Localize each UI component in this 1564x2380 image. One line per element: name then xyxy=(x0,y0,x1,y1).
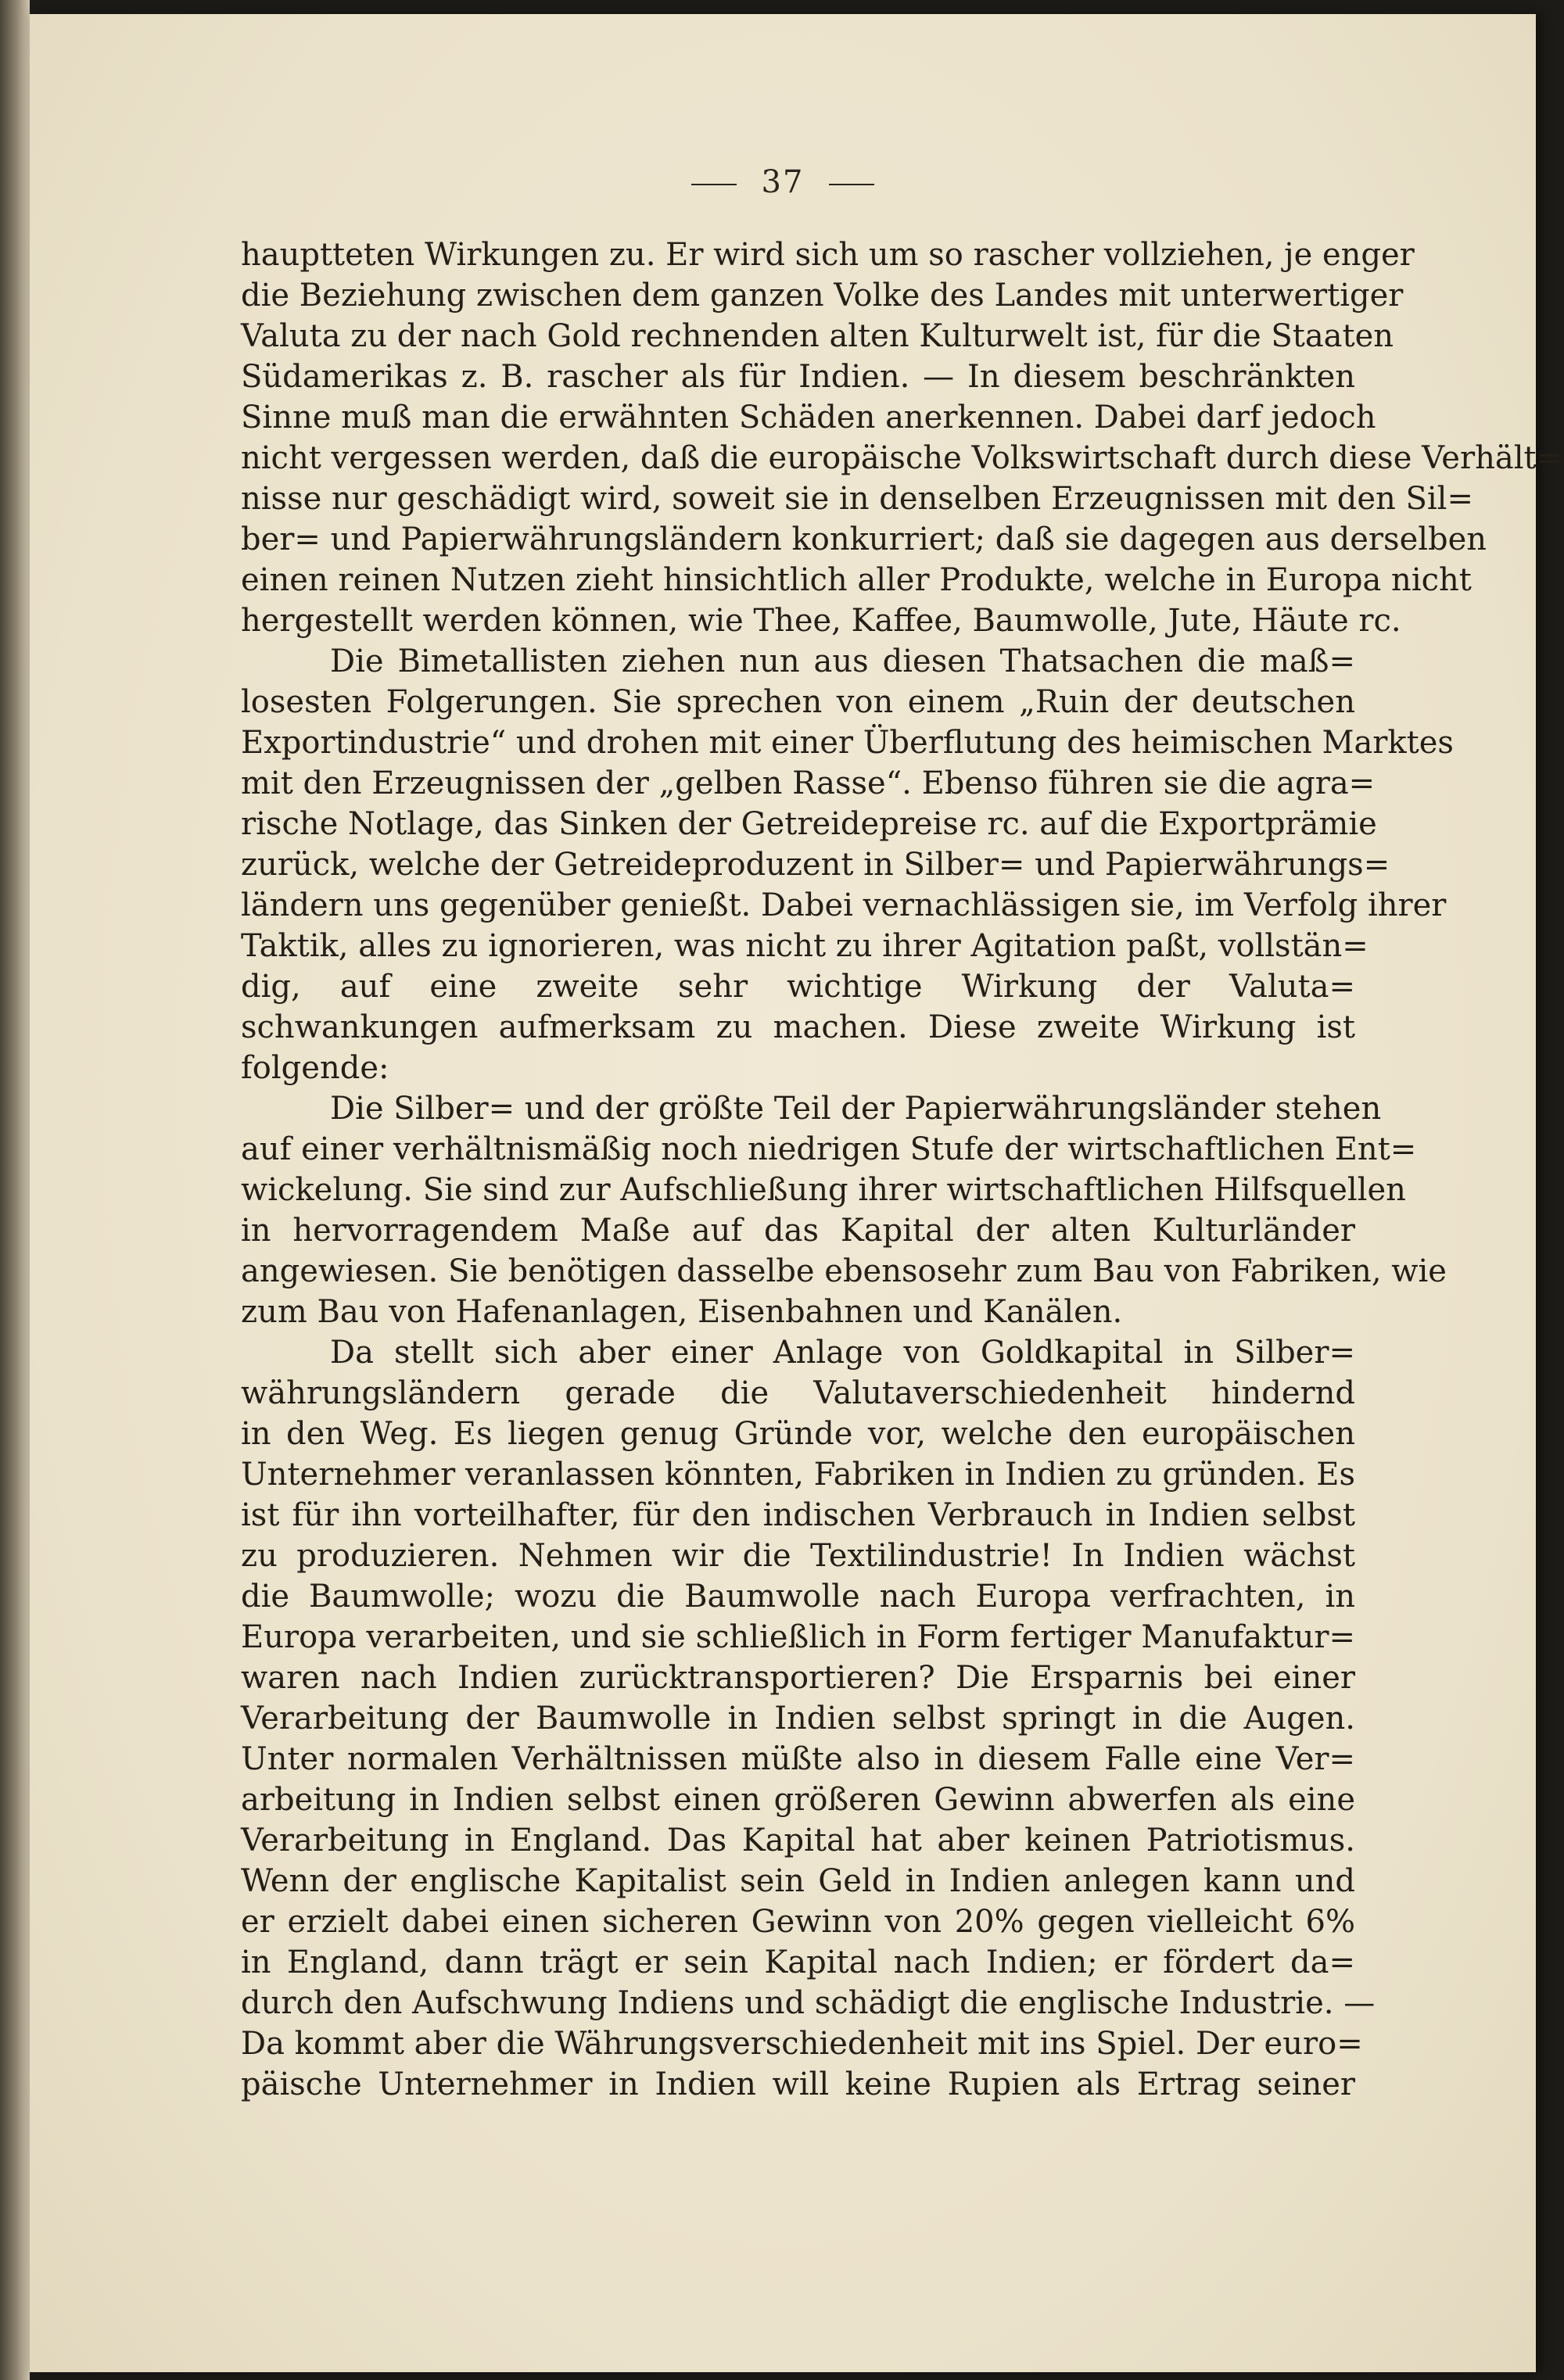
text-line: durch den Aufschwung Indiens und schädigt die englische Industrie. — xyxy=(241,1985,1376,2021)
text-line: Europa verarbeiten, und sie schließlich in Form fertiger Manufaktur= xyxy=(241,1619,1355,1655)
text-line: Exportindustrie“ und drohen mit einer Überflutung des heimischen Marktes xyxy=(241,725,1454,761)
text-line: arbeitung in Indien selbst einen größeren Gewinn abwerfen als eine xyxy=(241,1782,1355,1818)
page-number-dash-right xyxy=(829,184,874,185)
text-line: Südamerikas z. B. rascher als für Indien. — In diesem beschränkten xyxy=(241,359,1355,395)
text-line: Unternehmer veranlassen könnten, Fabriken in Indien zu gründen. Es xyxy=(241,1457,1355,1493)
text-line: dig, auf eine zweite sehr wichtige Wirkung der Valuta= xyxy=(241,969,1355,1005)
page-number-value: 37 xyxy=(761,164,805,200)
text-line: ber= und Papierwährungsländern konkurriert; daß sie dagegen aus derselben xyxy=(241,522,1487,557)
adjacent-page-edge xyxy=(0,0,30,2380)
text-line: ist für ihn vorteilhafter, für den indischen Verbrauch in Indien selbst xyxy=(241,1497,1355,1533)
text-line: in hervorragendem Maße auf das Kapital der alten Kulturländer xyxy=(241,1213,1355,1249)
book-page xyxy=(30,14,1563,2372)
text-line: Valuta zu der nach Gold rechnenden alten Kulturwelt ist, für die Staaten xyxy=(241,318,1394,354)
text-line: die Beziehung zwischen dem ganzen Volke des Landes mit unterwertiger xyxy=(241,278,1404,314)
text-line: päische Unternehmer in Indien will keine Rupien als Ertrag seiner xyxy=(241,2066,1355,2102)
page-number-dash-left xyxy=(691,184,737,185)
body-text xyxy=(241,235,1563,2105)
page-number xyxy=(30,164,1536,200)
text-line: mit den Erzeugnissen der „gelben Rasse“. Ebenso führen sie die agra= xyxy=(241,765,1376,801)
text-line: ländern uns gegenüber genießt. Dabei vernachlässigen sie, im Verfolg ihrer xyxy=(241,887,1447,923)
text-line: zurück, welche der Getreideproduzent in Silber= und Papierwährungs= xyxy=(241,847,1390,883)
text-line: in England, dann trägt er sein Kapital nach Indien; er fördert da= xyxy=(241,1945,1355,1980)
text-line: folgende: xyxy=(241,1050,389,1086)
text-line: einen reinen Nutzen zieht hinsichtlich aller Produkte, welche in Europa nicht xyxy=(241,562,1472,598)
text-line: nisse nur geschädigt wird, soweit sie in denselben Erzeugnissen mit den Sil= xyxy=(241,481,1473,517)
text-line: losesten Folgerungen. Sie sprechen von einem „Ruin der deutschen xyxy=(241,684,1355,720)
text-line: Sinne muß man die erwähnten Schäden anerkennen. Dabei darf jedoch xyxy=(241,400,1376,435)
text-line: zum Bau von Hafenanlagen, Eisenbahnen und Kanälen. xyxy=(241,1294,1123,1330)
text-line: Die Bimetallisten ziehen nun aus diesen Thatsachen die maß= xyxy=(330,643,1355,679)
text-line: in den Weg. Es liegen genug Gründe vor, welche den europäischen xyxy=(241,1416,1355,1452)
text-line: zu produzieren. Nehmen wir die Textilindustrie! In Indien wächst xyxy=(241,1538,1355,1574)
text-line: Wenn der englische Kapitalist sein Geld in Indien anlegen kann und xyxy=(241,1863,1355,1899)
text-line: rische Notlage, das Sinken der Getreidepreise rc. auf die Exportprämie xyxy=(241,806,1377,842)
text-line: waren nach Indien zurücktransportieren? Die Ersparnis bei einer xyxy=(241,1660,1355,1696)
text-line: hauptteten Wirkungen zu. Er wird sich um so rascher vollziehen, je enger xyxy=(241,237,1415,273)
text-line: Da stellt sich aber einer Anlage von Goldkapital in Silber= xyxy=(330,1335,1355,1371)
text-line: Taktik, alles zu ignorieren, was nicht zu ihrer Agitation paßt, vollstän= xyxy=(241,928,1368,964)
text-line: hergestellt werden können, wie Thee, Kaffee, Baumwolle, Jute, Häute rc. xyxy=(241,603,1401,639)
text-line: Unter normalen Verhältnissen müßte also in diesem Falle eine Ver= xyxy=(241,1741,1355,1777)
text-line: wickelung. Sie sind zur Aufschließung ihrer wirtschaftlichen Hilfsquellen xyxy=(241,1172,1406,1208)
text-line: nicht vergessen werden, daß die europäische Volkswirtschaft durch diese Verhält= xyxy=(241,440,1563,476)
text-line: Die Silber= und der größte Teil der Papierwährungsländer stehen xyxy=(330,1091,1382,1127)
text-line: angewiesen. Sie benötigen dasselbe ebensosehr zum Bau von Fabriken, wie xyxy=(241,1253,1447,1289)
text-line: Verarbeitung in England. Das Kapital hat aber keinen Patriotismus. xyxy=(241,1823,1355,1858)
text-line: Verarbeitung der Baumwolle in Indien selbst springt in die Augen. xyxy=(241,1701,1355,1737)
text-line: die Baumwolle; wozu die Baumwolle nach Europa verfrachten, in xyxy=(241,1579,1355,1615)
text-line: schwankungen aufmerksam zu machen. Diese zweite Wirkung ist xyxy=(241,1009,1355,1045)
text-line: währungsländern gerade die Valutaverschiedenheit hindernd xyxy=(241,1375,1355,1411)
text-line: Da kommt aber die Währungsverschiedenheit mit ins Spiel. Der euro= xyxy=(241,2026,1363,2062)
text-line: er erzielt dabei einen sicheren Gewinn von 20% gegen vielleicht 6% xyxy=(241,1904,1355,1940)
text-line: auf einer verhältnismäßig noch niedrigen Stufe der wirtschaftlichen Ent= xyxy=(241,1131,1417,1167)
